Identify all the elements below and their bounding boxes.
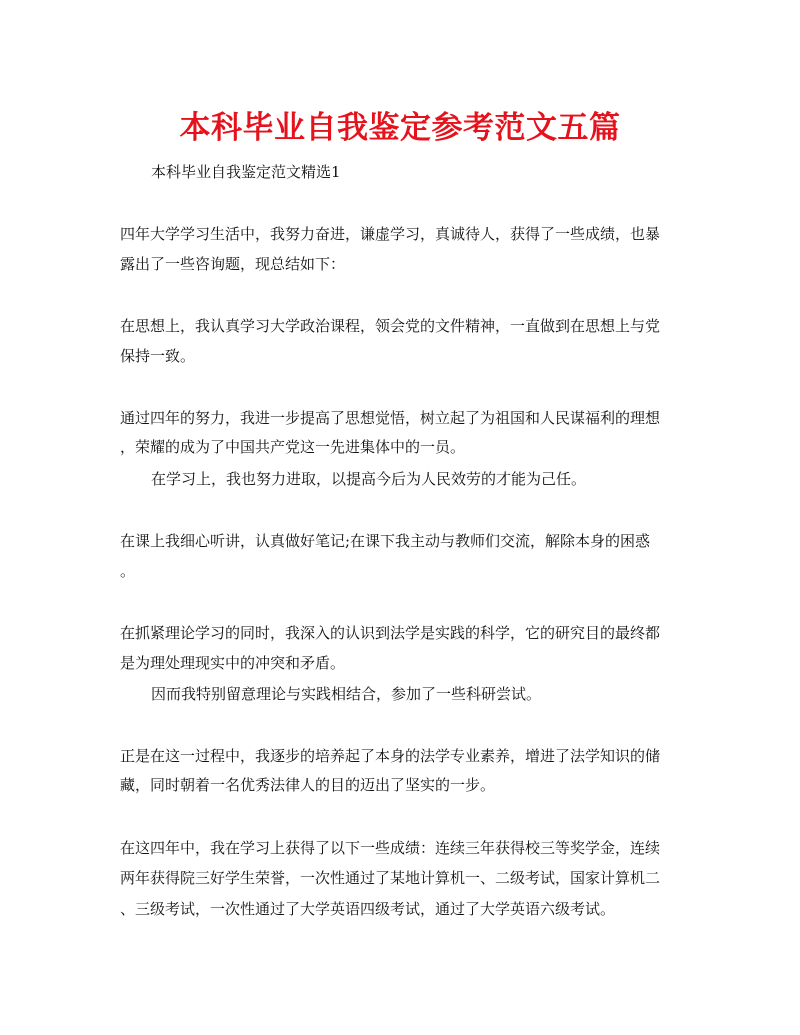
paragraph-line: 在这四年中，我在学习上获得了以下一些成绩：连续三年获得校三等奖学金，连续 (120, 839, 661, 857)
paragraph-line: 藏，同时朝着一名优秀法律人的目的迈出了坚实的一步。 (120, 776, 496, 794)
paragraph-line: 通过四年的努力，我进一步提高了思想觉悟，树立起了为祖国和人民谋福利的理想 (120, 409, 661, 427)
paragraph-line: 是为理处理现实中的冲突和矛盾。 (120, 654, 346, 672)
paragraph-line: 在学习上，我也努力进取，以提高今后为人民效劳的才能为己任。 (151, 470, 587, 488)
paragraph-line: ，荣耀的成为了中国共产党这一先进集体中的一员。 (120, 438, 466, 456)
paragraph-line: 、三级考试，一次性通过了大学英语四级考试，通过了大学英语六级考试。 (120, 900, 616, 918)
paragraph-line: 在课上我细心听讲，认真做好笔记;在课下我主动与教师们交流，解除本身的困惑 (120, 532, 651, 550)
document-title: 本科毕业自我鉴定参考范文五篇 (179, 110, 621, 146)
paragraph-line: 四年大学学习生活中，我努力奋进，谦虚学习，真诚待人，获得了一些成绩，也暴 (120, 225, 661, 243)
paragraph-line: 因而我特别留意理论与实践相结合，参加了一些科研尝试。 (151, 685, 542, 703)
section-heading: 本科毕业自我鉴定范文精选1 (151, 163, 341, 181)
paragraph-line: 在思想上，我认真学习大学政治课程，领会党的文件精神，一直做到在思想上与党 (120, 317, 661, 335)
paragraph-line: 在抓紧理论学习的同时，我深入的认识到法学是实践的科学，它的研究目的最终都 (120, 624, 661, 642)
paragraph-line: 。 (120, 562, 136, 580)
paragraph-line: 正是在这一过程中，我逐步的培养起了本身的法学专业素养，增进了法学知识的储 (120, 747, 661, 765)
paragraph-line: 露出了一些咨询题，现总结如下： (120, 255, 346, 273)
paragraph-line: 两年获得院三好学生荣誉，一次性通过了某地计算机一、二级考试，国家计算机二 (120, 869, 661, 887)
paragraph-line: 保持一致。 (120, 347, 196, 365)
